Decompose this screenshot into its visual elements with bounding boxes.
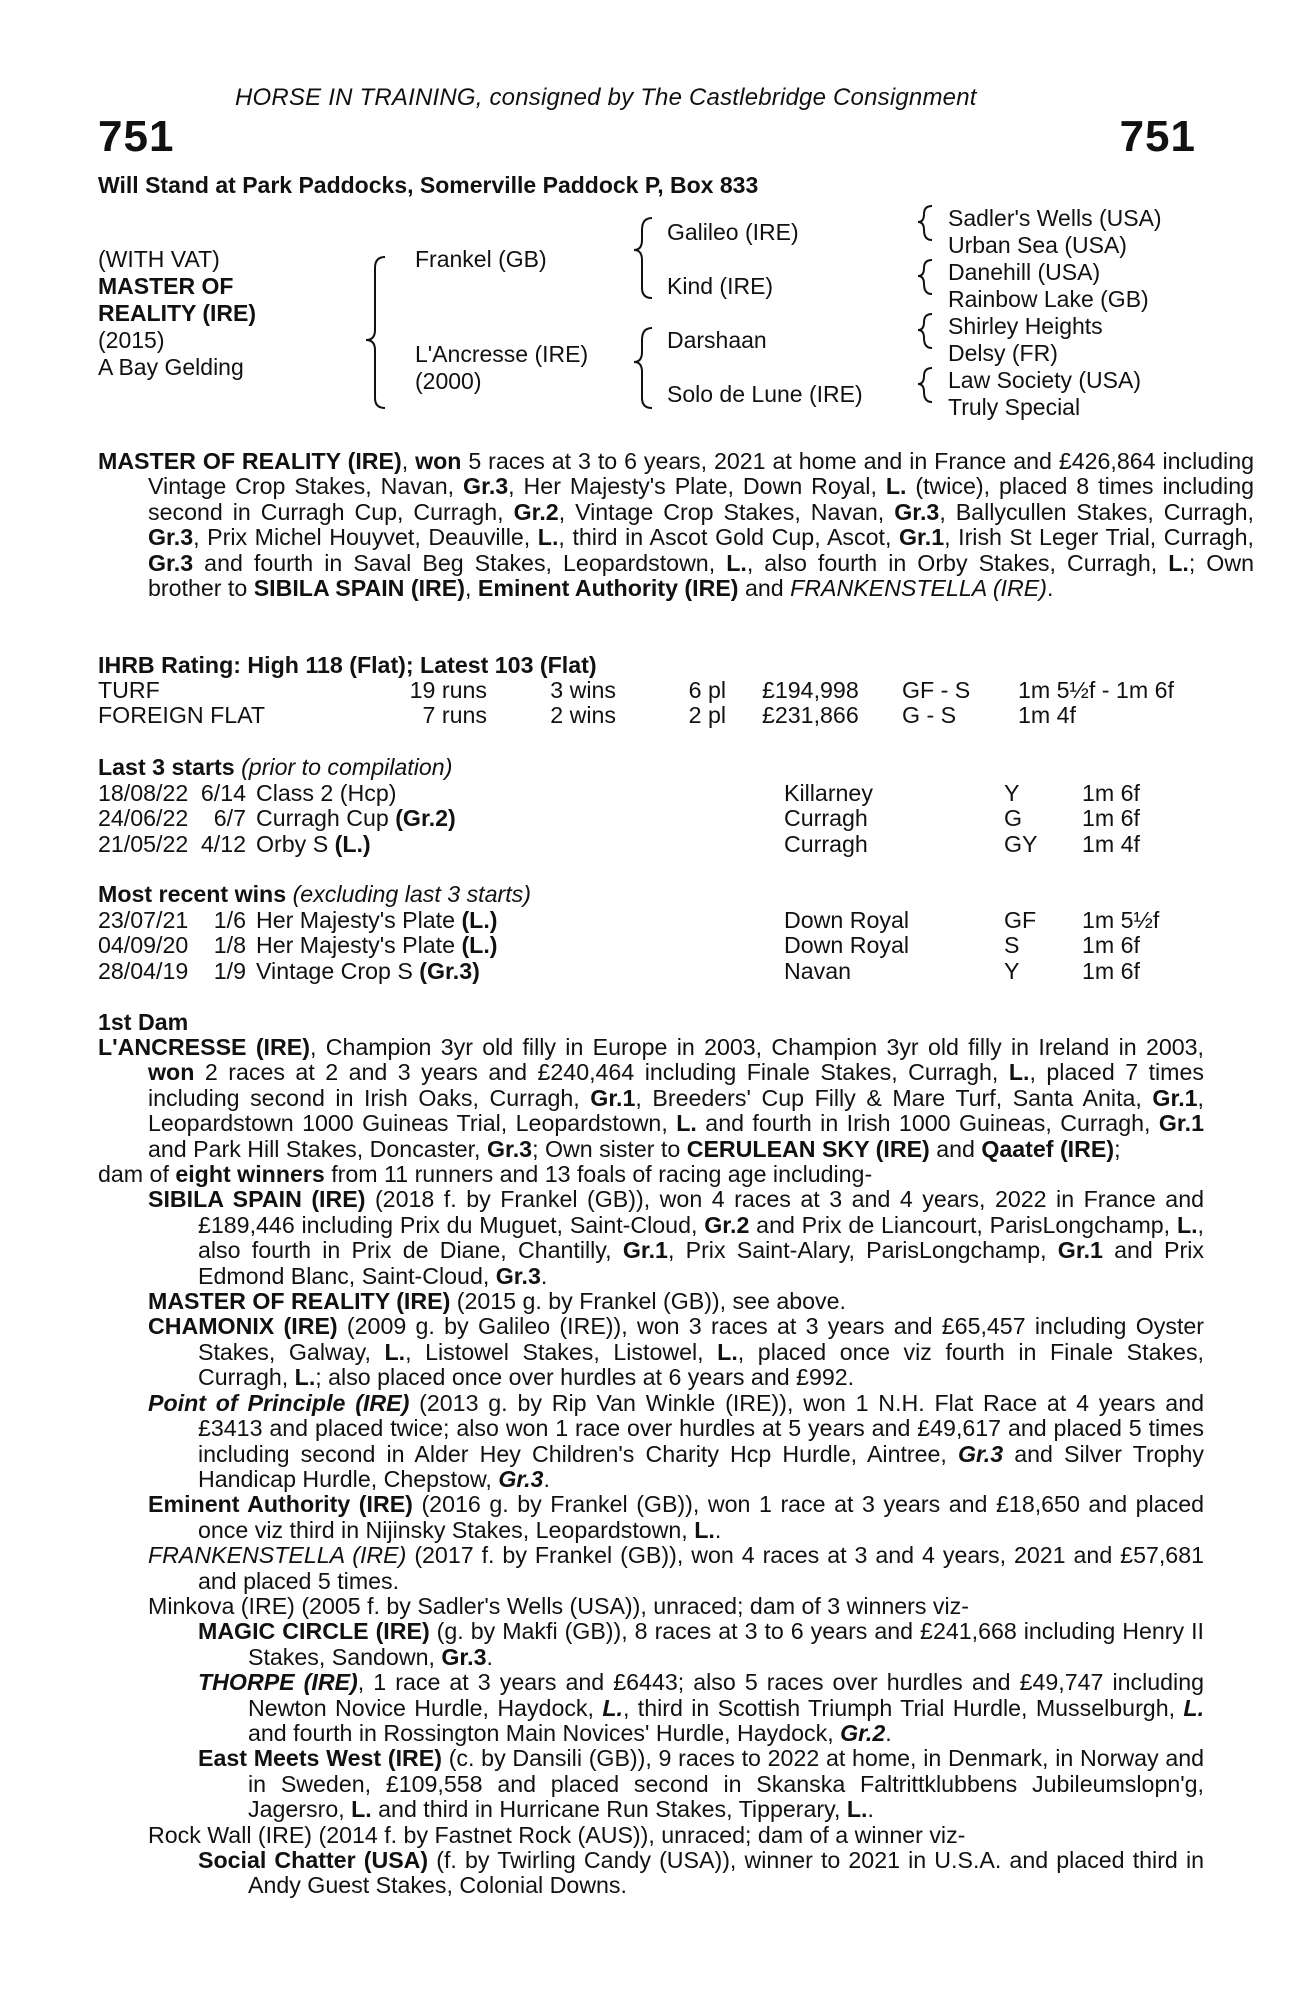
offspring-text: (f. by Twirling Candy (USA)), winner to 2021 in U.S.A. and placed third in Andy Guest Stakes, Colonial Downs. bbox=[248, 1847, 1204, 1899]
cell-going: G - S bbox=[902, 702, 957, 729]
grade-badge: Gr.1 bbox=[1057, 1237, 1103, 1264]
cell-date: 18/08/22 bbox=[98, 780, 189, 806]
dam-record bbox=[98, 1035, 1204, 1162]
cell-earnings: £231,866 bbox=[762, 702, 859, 729]
summary-text: ; Own brother to bbox=[148, 549, 1254, 602]
cell-date: 21/05/22 bbox=[98, 830, 189, 857]
cell-race: Class 2 (Hcp) bbox=[256, 780, 397, 806]
table-row bbox=[98, 678, 1174, 703]
grade-badge: L. bbox=[1008, 1059, 1030, 1086]
dam-text: 2 races at 2 and 3 years and £240,464 including Finale Stakes, Curragh, bbox=[194, 1059, 1009, 1086]
cell-distance: 1m 4f bbox=[1018, 702, 1076, 729]
summary-text: , Irish St Leger Trial, Curragh, bbox=[944, 524, 1254, 551]
cell-placed: 2 pl bbox=[688, 702, 726, 729]
offspring-text: , third in Scottish Triumph Trial Hurdle, Musselburgh, bbox=[622, 1694, 1184, 1721]
grade-badge: Gr.3 bbox=[498, 1465, 544, 1492]
great-grandparent: Rainbow Lake (GB) bbox=[948, 286, 1149, 312]
offspring-text: . bbox=[867, 1796, 874, 1823]
great-grandparent: Urban Sea (USA) bbox=[948, 232, 1127, 258]
offspring-text: Minkova (IRE) (2005 f. by Sadler's Wells (USA)), unraced; dam of 3 winners viz- bbox=[148, 1592, 969, 1619]
grand-offspring-entry bbox=[198, 1670, 1204, 1746]
cell-course: Down Royal bbox=[784, 932, 910, 959]
dam-text: , Champion 3yr old filly in Europe in 2003, Champion 3yr old filly in Ireland in 2003, bbox=[309, 1034, 1204, 1060]
offspring-entry bbox=[148, 1492, 1204, 1543]
grade-badge: Gr.1 bbox=[898, 524, 945, 551]
table-row bbox=[98, 703, 1174, 728]
grade-badge: Gr.2 bbox=[704, 1211, 750, 1238]
grand-offspring-entry bbox=[198, 1848, 1204, 1899]
sibling-name: CERULEAN SKY (IRE) bbox=[686, 1135, 930, 1162]
summary-text: , Vintage Crop Stakes, Navan, bbox=[558, 498, 895, 525]
cell-distance: 1m 4f bbox=[1082, 830, 1140, 857]
great-grandparent: Danehill (USA) bbox=[948, 259, 1101, 285]
great-grandparent: Delsy (FR) bbox=[948, 340, 1058, 366]
last-starts-heading bbox=[98, 755, 452, 780]
offspring-name: MASTER OF REALITY (IRE) bbox=[148, 1288, 451, 1315]
cell-course: Curragh bbox=[784, 805, 868, 832]
great-grandparent: Sadler's Wells (USA) bbox=[948, 205, 1162, 231]
section-note: (excluding last 3 starts) bbox=[292, 881, 531, 907]
granddam-2: Solo de Lune (IRE) bbox=[667, 381, 863, 407]
cell-race: Curragh Cup bbox=[256, 805, 396, 832]
dam-text: from 11 runners and 13 foals of racing age including- bbox=[324, 1161, 873, 1188]
offspring-text: . bbox=[714, 1516, 722, 1543]
offspring-name: MAGIC CIRCLE (IRE) bbox=[198, 1618, 430, 1645]
cell-position: 1/9 bbox=[213, 957, 246, 984]
cell-race: Orby S bbox=[256, 830, 335, 857]
grandsire-1: Galileo (IRE) bbox=[667, 219, 799, 245]
great-grandparent: Truly Special bbox=[948, 394, 1081, 420]
section-note: (prior to compilation) bbox=[241, 754, 453, 780]
cell-earnings: £194,998 bbox=[762, 677, 859, 703]
offspring-entry bbox=[148, 1823, 1204, 1848]
offspring-name: SIBILA SPAIN (IRE) bbox=[148, 1186, 366, 1213]
dam-text: and bbox=[929, 1135, 982, 1162]
grade-badge: Gr.1 bbox=[1152, 1084, 1198, 1111]
grade-badge: L. bbox=[294, 1364, 316, 1391]
grade-badge: L. bbox=[384, 1338, 406, 1365]
offspring-text: (2013 g. by Rip Van Winkle (IRE)), won 1 N.H. Flat Race at 4 years and £3413 and placed twice; also won 1 race over hurdles at 5 years and £49,617 and placed 5 times including second in Alder Hey Children's Charity Hcp Hurdle, Aintree, bbox=[198, 1389, 1204, 1467]
offspring-name: CHAMONIX (IRE) bbox=[148, 1313, 338, 1340]
summary-text: , Prix Michel Houyvet, Deauville, bbox=[193, 524, 538, 551]
dam-text: ; Own sister to bbox=[532, 1135, 687, 1162]
grade-badge: (L.) bbox=[461, 932, 498, 959]
cell-distance: 1m 6f bbox=[1082, 932, 1140, 959]
dam-of-line bbox=[98, 1162, 1204, 1187]
ihrb-heading: IHRB Rating: High 118 (Flat); Latest 103 (Flat) bbox=[98, 652, 597, 678]
offspring-text: (2018 f. by Frankel (GB)), won 4 races at 3 and 4 years, 2022 in France and £189,446 including Prix du Muguet, Saint-Cloud, bbox=[198, 1186, 1204, 1238]
dam-text: , Leopardstown 1000 Guineas Trial, Leopardstown, bbox=[148, 1084, 1204, 1137]
summary-text: , bbox=[464, 575, 478, 602]
grade-badge: L. bbox=[885, 473, 907, 500]
offspring-name: Point of Principle (IRE) bbox=[148, 1389, 410, 1416]
grade-badge: L. bbox=[676, 1110, 697, 1137]
cell-position: 4/12 bbox=[200, 830, 246, 857]
cell-position: 6/14 bbox=[200, 780, 246, 806]
ihrb-table bbox=[98, 678, 1174, 729]
offspring-text: , also fourth in Prix de Diane, Chantilly, bbox=[198, 1211, 1204, 1264]
dam-text: and fourth in Irish 1000 Guineas, Curragh, bbox=[696, 1110, 1159, 1137]
dam-text: ; bbox=[1114, 1135, 1121, 1162]
cell-distance: 1m 5½f bbox=[1082, 907, 1160, 933]
dam-text: and Park Hill Stakes, Doncaster, bbox=[148, 1135, 487, 1162]
great-grandparent: Law Society (USA) bbox=[948, 367, 1142, 393]
catalogue-header: HORSE IN TRAINING, consigned by The Castlebridge Consignment bbox=[235, 84, 977, 111]
sibling-name: FRANKENSTELLA (IRE) bbox=[790, 575, 1047, 602]
grade-badge: Gr.3 bbox=[463, 473, 509, 500]
cell-placed: 6 pl bbox=[688, 677, 726, 703]
vat-note: (WITH VAT) bbox=[98, 246, 220, 272]
dam-text: dam of bbox=[98, 1161, 176, 1188]
offspring-text: Rock Wall (IRE) (2014 f. by Fastnet Rock (AUS)), unraced; dam of a winner viz- bbox=[148, 1821, 966, 1848]
sibling-name: SIBILA SPAIN (IRE) bbox=[253, 575, 465, 602]
first-dam-heading: 1st Dam bbox=[98, 1009, 189, 1035]
offspring-text: , placed once viz fourth in Finale Stakes, Curragh, bbox=[198, 1338, 1204, 1391]
offspring-entry bbox=[148, 1314, 1204, 1390]
cell-surface: TURF bbox=[98, 677, 160, 703]
grade-badge: L. bbox=[717, 1338, 738, 1365]
table-row bbox=[98, 959, 1206, 984]
won-label: won bbox=[148, 1059, 195, 1086]
offspring-text: . bbox=[543, 1465, 550, 1492]
offspring-name: East Meets West (IRE) bbox=[198, 1745, 442, 1772]
dam: L'Ancresse (IRE) bbox=[415, 341, 589, 367]
grade-badge: L. bbox=[846, 1796, 868, 1823]
grand-offspring-entry bbox=[198, 1619, 1204, 1670]
granddam-1: Kind (IRE) bbox=[667, 273, 774, 299]
summary-text: . bbox=[1046, 575, 1054, 602]
cell-race: Vintage Crop S bbox=[256, 957, 420, 984]
grade-badge: Gr.3 bbox=[148, 524, 194, 551]
summary-text: , Her Majesty's Plate, Down Royal, bbox=[508, 473, 886, 500]
summary-text: , third in Ascot Gold Cup, Ascot, bbox=[558, 524, 899, 551]
produce-record bbox=[98, 1035, 1204, 1899]
offspring-text: (2015 g. by Frankel (GB)), see above. bbox=[450, 1288, 846, 1315]
cell-wins: 3 wins bbox=[550, 677, 616, 703]
sire: Frankel (GB) bbox=[415, 246, 547, 272]
offspring-text: (2017 f. by Frankel (GB)), won 4 races at 3 and 4 years, 2021 and £57,681 and placed 5 times. bbox=[198, 1542, 1204, 1594]
table-row bbox=[98, 781, 1206, 806]
grade-badge: Gr.1 bbox=[622, 1237, 668, 1264]
cell-position: 6/7 bbox=[213, 805, 246, 832]
offspring-text: , 1 race at 3 years and £6443; also 5 races over hurdles and £49,747 including Newton Novice Hurdle, Haydock, bbox=[248, 1669, 1204, 1721]
great-grandparent: Shirley Heights bbox=[948, 313, 1103, 339]
horse-name: MASTER OF REALITY (IRE) bbox=[98, 448, 402, 474]
sibling-name: Qaatef (IRE) bbox=[981, 1135, 1115, 1162]
grade-badge: Gr.3 bbox=[148, 549, 194, 576]
grade-badge: Gr.1 bbox=[1158, 1110, 1205, 1137]
offspring-text: and Silver Trophy Handicap Hurdle, Chepstow, bbox=[198, 1440, 1204, 1492]
cell-going: Y bbox=[1004, 780, 1020, 806]
last-starts-table bbox=[98, 781, 1206, 857]
section-title: Last 3 starts bbox=[98, 754, 235, 780]
cell-course: Curragh bbox=[784, 830, 868, 857]
grade-badge: (Gr.2) bbox=[395, 805, 456, 832]
table-row bbox=[98, 806, 1206, 831]
dam-text: , placed 7 times including second in Irish Oaks, Curragh, bbox=[148, 1059, 1204, 1111]
cell-course: Navan bbox=[784, 957, 852, 984]
cell-runs: 7 runs bbox=[422, 702, 487, 729]
recent-wins-heading bbox=[98, 882, 531, 907]
cell-going: G bbox=[1004, 805, 1023, 832]
grade-badge: L. bbox=[537, 524, 559, 551]
offspring-entry bbox=[148, 1289, 1204, 1314]
offspring-text: , Listowel Stakes, Listowel, bbox=[405, 1338, 718, 1365]
table-row bbox=[98, 832, 1206, 857]
offspring-entry bbox=[148, 1187, 1204, 1289]
race-record-summary: MASTER OF REALITY (IRE), won 5 races at 3 to 6 years, 2021 at home and in France and £426,864 including Vintage Crop Stakes, Navan, Gr.3, Her Majesty's Plate, Down Royal, L. (twice), placed 8 times including second in Curragh Cup, Curragh, Gr.2, Vintage Crop Stakes, Navan, Gr.3, Ballycullen Stakes, Curragh, Gr.3, Prix Michel Houyvet, Deauville, L., third in Ascot Gold Cup, Ascot, Gr.1, Irish St Leger Trial, Curragh, Gr.3 and fourth in Saval Beg Stakes, Leopardstown, L., also fourth in Orby Stakes, Curragh, L.; Own brother to SIBILA SPAIN (IRE), Eminent Authority (IRE) and FRANKENSTELLA (IRE). bbox=[98, 448, 1255, 602]
offspring-entry bbox=[148, 1594, 1204, 1619]
winners-count: eight winners bbox=[175, 1161, 325, 1188]
won-label: won bbox=[415, 448, 462, 474]
grand-offspring-entry bbox=[198, 1746, 1204, 1822]
cell-distance: 1m 6f bbox=[1082, 780, 1140, 806]
grade-badge: Gr.3 bbox=[441, 1643, 487, 1670]
offspring-text: (c. by Dansili (GB)), 9 races to 2022 at home, in Denmark, in Norway and in Sweden, £109,558 and placed second in Skanska Faltrittklubbens Jubileumslopn'g, Jagersro, bbox=[248, 1745, 1204, 1823]
horse-name-line1: MASTER OF bbox=[98, 273, 234, 299]
grade-badge: Gr.2 bbox=[513, 498, 559, 525]
cell-date: 23/07/21 bbox=[98, 907, 189, 933]
offspring-text: . bbox=[885, 1719, 892, 1746]
stand-location: Will Stand at Park Paddocks, Somerville Paddock P, Box 833 bbox=[98, 172, 759, 198]
dam-name: L'ANCRESSE (IRE) bbox=[98, 1034, 310, 1060]
cell-race: Her Majesty's Plate bbox=[256, 932, 462, 959]
grade-badge: L. bbox=[726, 549, 747, 576]
offspring-text: . bbox=[540, 1262, 548, 1289]
grade-badge: L. bbox=[602, 1694, 623, 1721]
summary-text: 5 races at 3 to 6 years, 2021 at home and in France and £426,864 including Vintage Crop Stakes, Navan, bbox=[148, 448, 1254, 500]
cell-position: 1/6 bbox=[213, 907, 246, 933]
cell-date: 28/04/19 bbox=[98, 957, 189, 984]
cell-distance: 1m 6f bbox=[1082, 957, 1140, 984]
grade-badge: (L.) bbox=[461, 907, 498, 933]
offspring-text: , Prix Saint-Alary, ParisLongchamp, bbox=[667, 1237, 1058, 1264]
offspring-text: and Prix Edmond Blanc, Saint-Cloud, bbox=[198, 1237, 1204, 1289]
grade-badge: L. bbox=[1168, 549, 1189, 576]
grade-badge: Gr.1 bbox=[590, 1084, 636, 1111]
cell-surface: FOREIGN FLAT bbox=[98, 702, 266, 729]
offspring-text: (2016 g. by Frankel (GB)), won 1 race at 3 years and £18,650 and placed once viz third in Nijinsky Stakes, Leopardstown, bbox=[198, 1491, 1204, 1543]
offspring-text: and Prix de Liancourt, ParisLongchamp, bbox=[749, 1211, 1177, 1238]
cell-date: 04/09/20 bbox=[98, 932, 189, 959]
cell-wins: 2 wins bbox=[550, 702, 616, 729]
summary-text: and fourth in Saval Beg Stakes, Leopardstown, bbox=[193, 549, 727, 576]
summary-text: (twice), placed 8 times including second in Curragh Cup, Curragh, bbox=[148, 473, 1254, 525]
offspring-name: FRANKENSTELLA (IRE) bbox=[148, 1542, 407, 1569]
cell-position: 1/8 bbox=[213, 932, 246, 959]
grade-badge: Gr.3 bbox=[894, 498, 940, 525]
offspring-name: Social Chatter (USA) bbox=[198, 1847, 429, 1873]
recent-wins-table bbox=[98, 908, 1206, 984]
offspring-text: and fourth in Rossington Main Novices' Hurdle, Haydock, bbox=[248, 1719, 841, 1746]
table-row bbox=[98, 908, 1206, 933]
offspring-text: (2009 g. by Galileo (IRE)), won 3 races at 3 years and £65,457 including Oyster Stakes, Galway, bbox=[198, 1313, 1205, 1365]
cell-distance: 1m 6f bbox=[1082, 805, 1140, 832]
grade-badge: L. bbox=[1176, 1211, 1198, 1238]
grade-badge: Gr.3 bbox=[495, 1262, 541, 1289]
grade-badge: Gr.3 bbox=[486, 1135, 533, 1162]
section-title: Most recent wins bbox=[98, 881, 287, 907]
cell-race: Her Majesty's Plate bbox=[256, 907, 462, 933]
grade-badge: L. bbox=[1183, 1694, 1205, 1721]
offspring-text: . bbox=[486, 1643, 493, 1670]
offspring-name: THORPE (IRE) bbox=[198, 1669, 358, 1696]
grade-badge: Gr.3 bbox=[957, 1440, 1004, 1467]
cell-going: GF - S bbox=[902, 677, 971, 703]
cell-going: GF bbox=[1004, 907, 1037, 933]
offspring-entry bbox=[148, 1543, 1204, 1594]
cell-course: Down Royal bbox=[784, 907, 910, 933]
sibling-name: Eminent Authority (IRE) bbox=[477, 575, 739, 602]
grade-badge: (L.) bbox=[334, 830, 371, 857]
offspring-entry bbox=[148, 1391, 1204, 1493]
cell-date: 24/06/22 bbox=[98, 805, 189, 832]
cell-distance: 1m 5½f - 1m 6f bbox=[1018, 677, 1174, 703]
horse-description: A Bay Gelding bbox=[98, 354, 244, 380]
offspring-text: ; also placed once over hurdles at 6 years and £992. bbox=[315, 1364, 855, 1391]
offspring-name: Eminent Authority (IRE) bbox=[148, 1491, 413, 1518]
cell-course: Killarney bbox=[784, 780, 873, 806]
horse-name-line2: REALITY (IRE) bbox=[98, 300, 257, 326]
cell-going: Y bbox=[1004, 957, 1020, 984]
lot-number-right: 751 bbox=[1119, 112, 1196, 161]
lot-number-left: 751 bbox=[98, 112, 175, 161]
offspring-text: (g. by Makfi (GB)), 8 races at 3 to 6 years and £241,668 including Henry II Stakes, Sandown, bbox=[248, 1618, 1204, 1670]
cell-runs: 19 runs bbox=[409, 677, 487, 703]
grandsire-2: Darshaan bbox=[667, 327, 767, 353]
summary-text: , also fourth in Orby Stakes, Curragh, bbox=[746, 549, 1169, 576]
summary-text: and bbox=[738, 575, 791, 602]
grade-badge: Gr.2 bbox=[840, 1719, 886, 1746]
grade-badge: L. bbox=[351, 1796, 372, 1823]
summary-text: , Ballycullen Stakes, Curragh, bbox=[939, 498, 1255, 525]
horse-year: (2015) bbox=[98, 327, 165, 353]
grade-badge: L. bbox=[694, 1516, 715, 1543]
cell-going: S bbox=[1004, 932, 1020, 959]
grade-badge: (Gr.3) bbox=[419, 957, 480, 984]
table-row bbox=[98, 933, 1206, 958]
dam-text: , Breeders' Cup Filly & Mare Turf, Santa Anita, bbox=[635, 1084, 1153, 1111]
dam-year: (2000) bbox=[415, 368, 482, 394]
cell-going: GY bbox=[1004, 830, 1038, 857]
offspring-text: and third in Hurricane Run Stakes, Tipperary, bbox=[371, 1796, 847, 1823]
